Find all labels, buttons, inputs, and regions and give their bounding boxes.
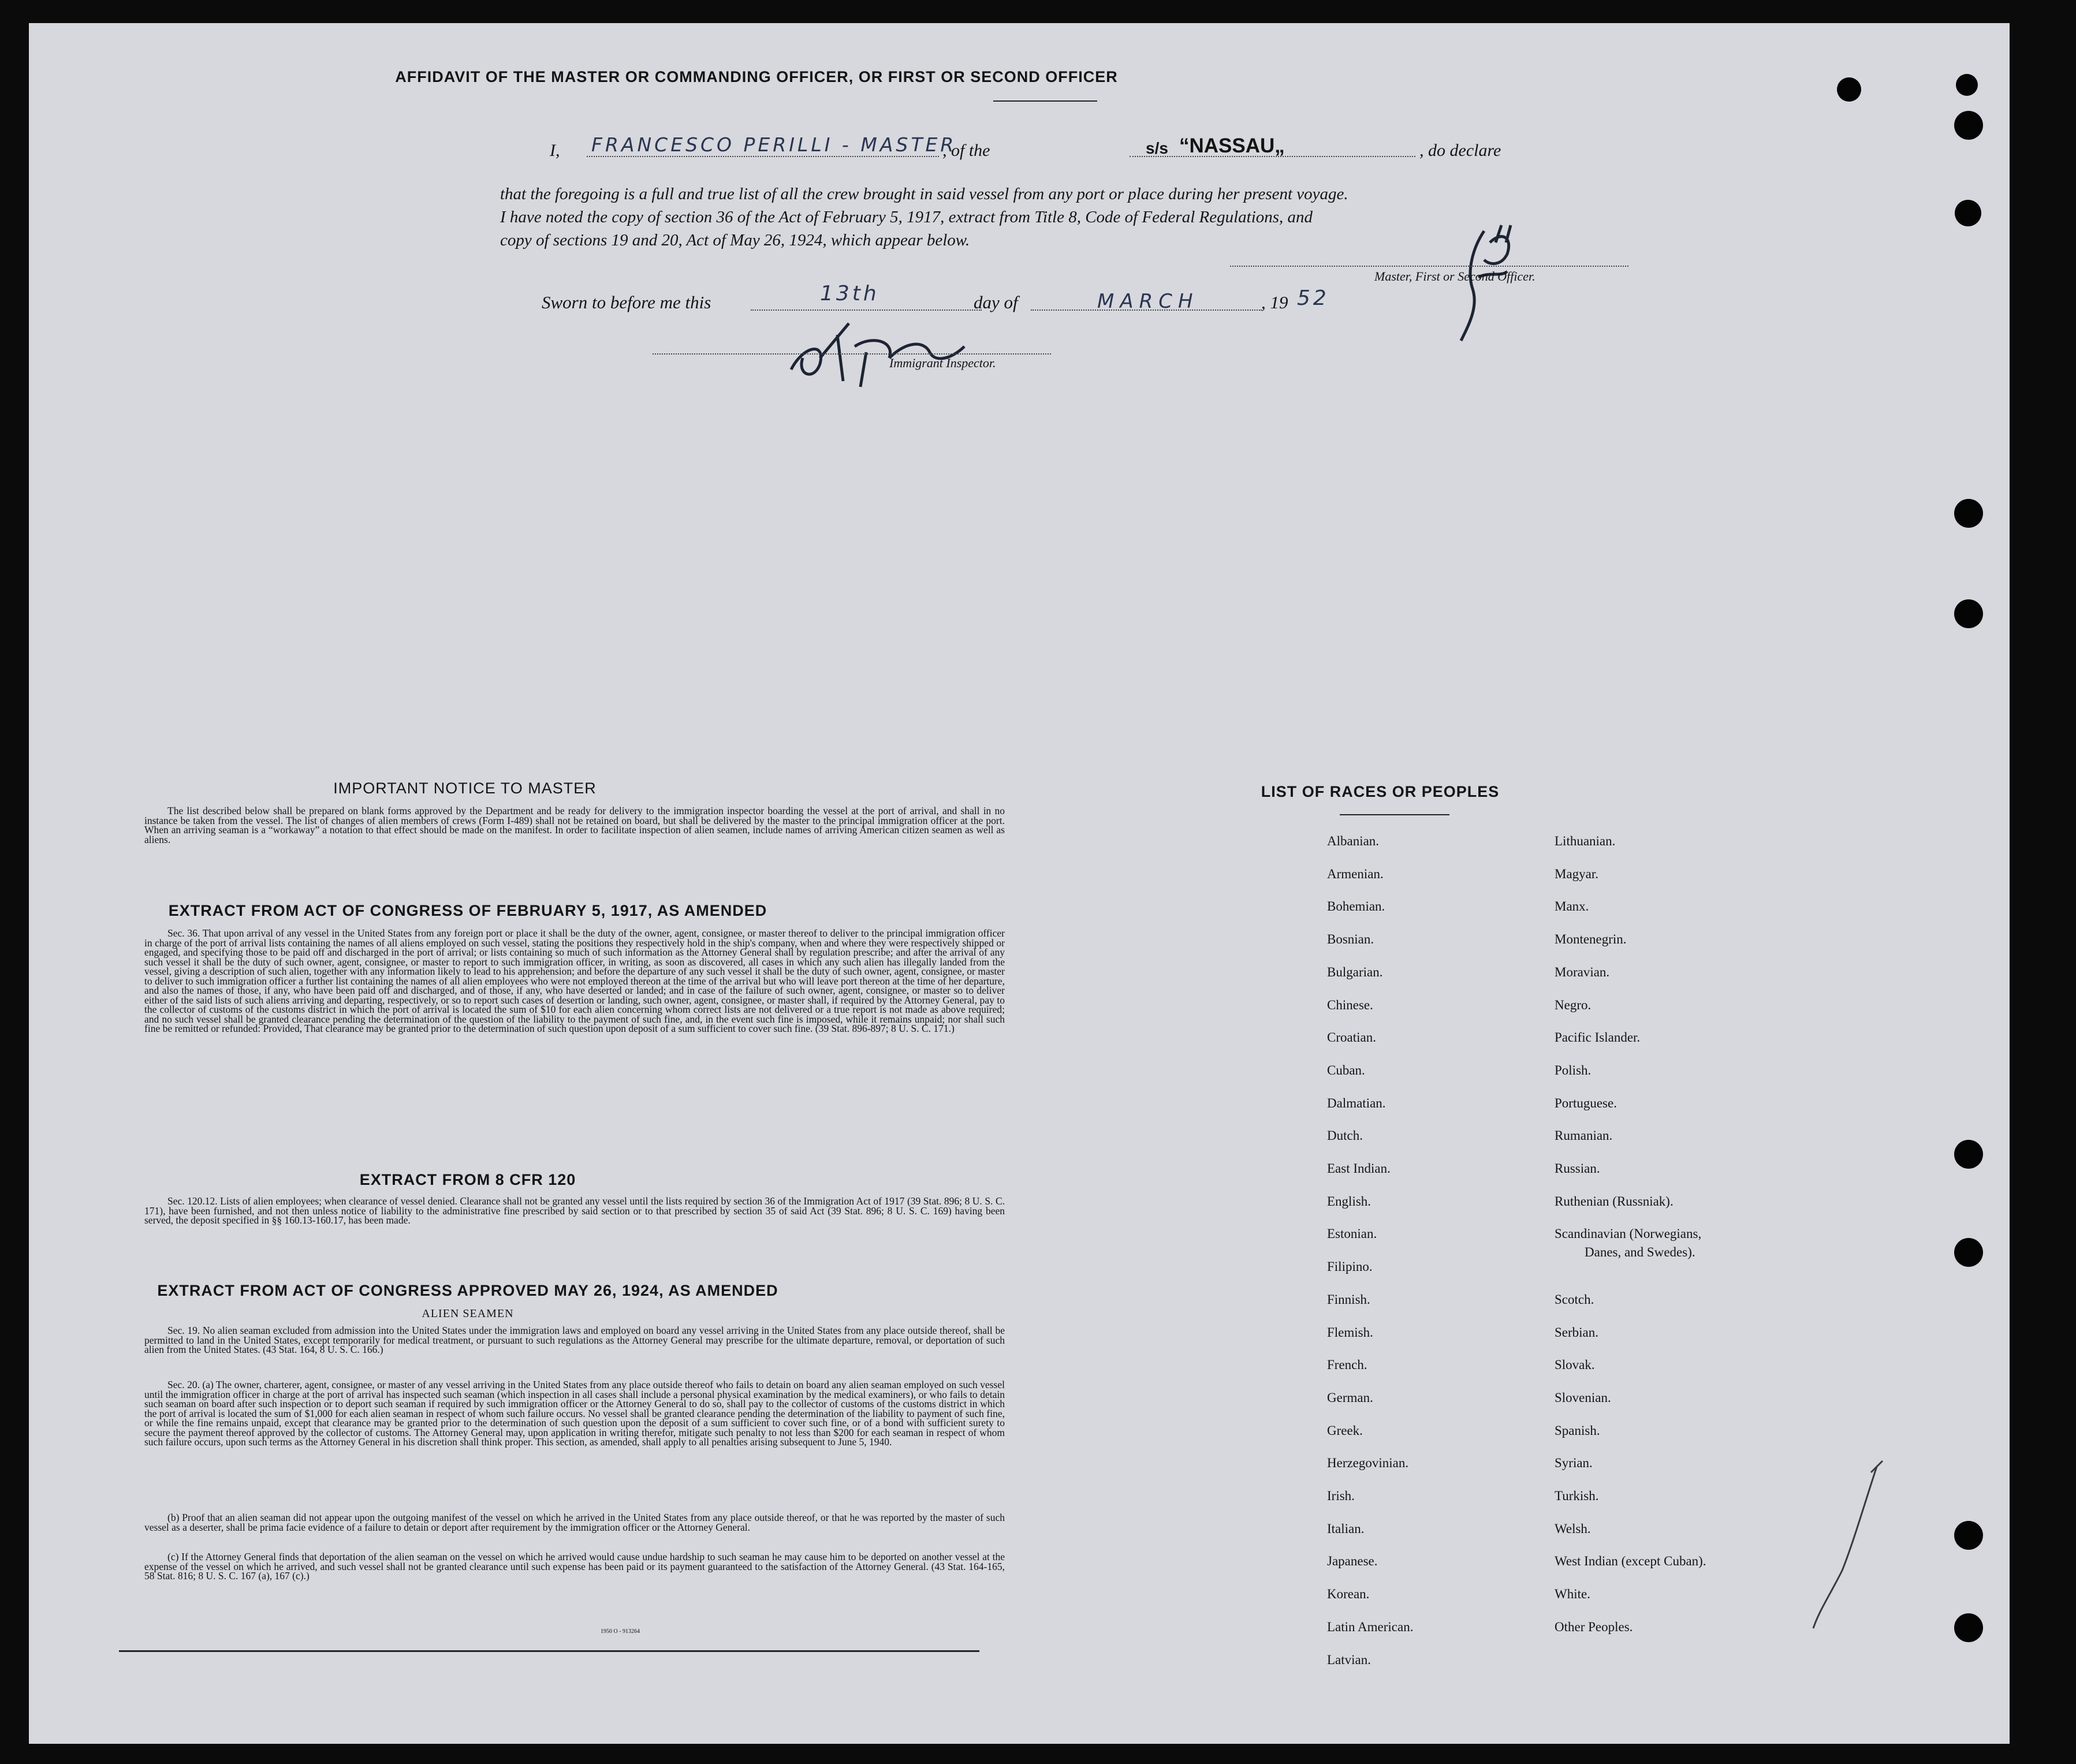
race-item: Latvian. <box>1327 1652 1371 1667</box>
race-item: East Indian. <box>1327 1161 1391 1176</box>
race-item: Scotch. <box>1555 1292 1594 1307</box>
notice-title: IMPORTANT NOTICE TO MASTER <box>333 780 597 797</box>
master-signature-line <box>1230 266 1628 267</box>
bottom-rule <box>119 1650 979 1652</box>
race-item: Latin American. <box>1327 1619 1414 1634</box>
binder-hole <box>1954 1238 1983 1267</box>
race-item: German. <box>1327 1390 1373 1405</box>
race-item: Turkish. <box>1555 1489 1599 1503</box>
race-item: Slovenian. <box>1555 1390 1611 1405</box>
extract-1924-sec19: Sec. 19. No alien seaman excluded from admission into the United States under the immigration laws and employed on board any vessel arriving in the United States from any place outside thereof, shall be permitted to land in the United States, except temporarily for medical treatment, or pursuant to such regulations as the Attorney General may prescribe for the ultimate departure, removal, or deportation of such alien from the United States. (43 Stat. 164, 8 U. S. C. 166.) <box>144 1325 1005 1355</box>
declaration-line-1 <box>500 133 1626 158</box>
year-handwritten: 52 <box>1297 286 1329 310</box>
race-item: Scandinavian (Norwegians, <box>1555 1226 1702 1241</box>
binder-hole <box>1954 499 1983 528</box>
race-item: Montenegrin. <box>1555 932 1627 947</box>
day-of-label: day of <box>974 292 1018 312</box>
race-item: Armenian. <box>1327 866 1384 881</box>
race-item: Portuguese. <box>1555 1095 1617 1110</box>
races-title-underline <box>1340 814 1449 815</box>
binder-hole <box>1954 1521 1983 1550</box>
binder-hole <box>1954 1613 1983 1642</box>
master-caption: Master, First or Second Officer. <box>1374 269 1535 284</box>
race-item: Rumanian. <box>1555 1128 1613 1143</box>
print-code: 1950 O - 913264 <box>601 1628 640 1635</box>
race-item: Flemish. <box>1327 1325 1373 1340</box>
race-item: Herzegovinian. <box>1327 1456 1409 1471</box>
inspector-caption: Immigrant Inspector. <box>889 356 996 370</box>
extract-1924-sec20b: (b) Proof that an alien seaman did not appear upon the outgoing manifest of the vessel on which he arrived in the United States from any place outside thereof, or that he was reported by the master of such vessel as a deserter, shall be prima facie evidence of a failure to detain or deport after requirement by the immigration officer or the Attorney General. <box>144 1512 1005 1533</box>
master-name-line <box>587 156 939 157</box>
race-item: Bosnian. <box>1327 932 1374 947</box>
line1-prefix: I, <box>550 141 560 160</box>
race-item: Serbian. <box>1555 1325 1599 1340</box>
race-item: Japanese. <box>1327 1554 1378 1569</box>
extract-1924-sec20c: (c) If the Attorney General finds that deportation of the alien seaman on the vessel on which he arrived would cause undue hardship to such seaman he may cause him to be deported on another vessel at the expense of the vessel on which he arrived, and such vessel shall not be granted clearance until such expense has been paid or its payment guaranteed to the satisfaction of the Attorney General. (43 Stat. 164-165, 58 Stat. 816; 8 U. S. C. 167 (a), 167 (c).) <box>144 1551 1005 1582</box>
race-item: West Indian (except Cuban). <box>1555 1554 1706 1569</box>
race-item: Other Peoples. <box>1555 1619 1633 1634</box>
vessel-prefix: s/s <box>1146 139 1168 157</box>
races-title: LIST OF RACES OR PEOPLES <box>1261 783 1500 800</box>
race-item: Negro. <box>1555 997 1592 1012</box>
race-item: Russian. <box>1555 1161 1600 1176</box>
race-item: Bulgarian. <box>1327 964 1383 979</box>
sworn-day-line <box>751 309 982 311</box>
extract-1917-title: EXTRACT FROM ACT OF CONGRESS OF FEBRUARY 5, 1917, AS AMENDED <box>168 902 767 919</box>
line1-suffix: , do declare <box>1419 141 1501 160</box>
year-prefix: , 19 <box>1261 292 1288 312</box>
race-item: English. <box>1327 1194 1371 1209</box>
race-item: Dalmatian. <box>1327 1095 1386 1110</box>
race-item: Chinese. <box>1327 997 1373 1012</box>
sworn-prefix: Sworn to before me this <box>542 292 711 312</box>
sworn-month-handwritten: MARCH <box>1097 290 1199 313</box>
extract-cfr-body: Sec. 120.12. Lists of alien employees; when clearance of vessel denied. Clearance shall not be granted any vessel until the lists required by section 36 of the Immigration Act of 1917 (39 Stat. 896; 8 U. S. C. 171), have been furnished, and not then unless notice of liability to the administrative fine prescribed by said section or to that prescribed by section 35 of said Act (39 Stat. 896; 8 U. S. C. 169) having been served, the deposit specified in §§ 160.13-160.17, has been made. <box>144 1195 1005 1226</box>
inspector-signature-line <box>653 353 1051 355</box>
race-item: Cuban. <box>1327 1062 1365 1077</box>
race-item: Croatian. <box>1327 1030 1376 1045</box>
race-item: French. <box>1327 1358 1367 1373</box>
extract-1924-subtitle: ALIEN SEAMEN <box>422 1307 514 1320</box>
extract-cfr-title: EXTRACT FROM 8 CFR 120 <box>359 1171 576 1188</box>
binder-hole <box>1954 599 1983 628</box>
binder-hole <box>1955 200 1981 226</box>
pencil-mark <box>1807 1455 1888 1640</box>
binder-hole <box>1956 74 1978 96</box>
binder-hole <box>1954 1140 1983 1169</box>
sworn-day-handwritten: 13th <box>820 282 879 305</box>
extract-1917-body: Sec. 36. That upon arrival of any vessel in the United States from any foreign port or place it shall be the duty of the owner, agent, consignee, or master thereof to deliver to the principal immigration officer in charge of the port of arrival lists containing the names of all aliens employed on such vessel, stating the positions they respectively hold in the ship's company, when and where they were respectively shipped or engaged, and specifying those to be paid off and discharged in the port of arrival; or lists containing so much of such information as the Attorney General shall by regulation prescribe; and after the arrival of any such vessel it shall be the duty of such owner, agent, consignee, or master to report to such immigration officer, in writing, as soon as discovered, all cases in which any such alien has illegally landed from the vessel, giving a description of such alien, together with any information likely to lead to his apprehension; and before the departure of any such vessel it shall be the duty of such owner, agent, consignee, or master to deliver to such immigration officer a further list containing the names of all alien employees who were not employed thereon at the time of the arrival but who will leave port thereon at the time of her departure, and also the names of those, if any, who have been paid off and discharged, and of those, if any, who have deserted or landed; and in case of the failure of such owner, agent, consignee, or master so to deliver either of the said lists of such aliens arriving and departing, respectively, or so to report such cases of desertion or landing, such owner, agent, consignee, or master shall, if required by the Attorney General, pay to the collector of customs of the customs district in which the port of arrival is located the sum of $10 for each alien concerning whom correct lists are not delivered or a true report is not made as above required; and no such vessel shall be granted clearance pending the determination of the question of the liability to the payment of such fine, and, in the event such fine is imposed, while it remains unpaid; nor shall such fine be remitted or refunded: Provided, That clearance may be granted prior to the determination of such question upon deposit of a sum sufficient to cover such fine. (39 Stat. 896-897; 8 U. S. C. 171.) <box>144 927 1005 1034</box>
race-item: Greek. <box>1327 1423 1363 1438</box>
race-item: Pacific Islander. <box>1555 1030 1641 1045</box>
declaration-line-3: I have noted the copy of section 36 of the Act of February 5, 1917, extract from Title 8, Code of Federal Regulations, and <box>500 208 1313 226</box>
race-item: Dutch. <box>1327 1128 1363 1143</box>
binder-hole <box>1837 77 1861 102</box>
inspector-signature <box>780 312 999 393</box>
race-item: White. <box>1555 1587 1590 1602</box>
race-item: Bohemian. <box>1327 899 1385 914</box>
master-name-handwritten: FRANCESCO PERILLI - MASTER <box>591 133 957 156</box>
extract-1924-title: EXTRACT FROM ACT OF CONGRESS APPROVED MAY 26, 1924, AS AMENDED <box>157 1282 778 1299</box>
sworn-month-line <box>1031 309 1262 311</box>
line1-of-the: , of the <box>942 141 990 160</box>
binder-hole <box>1954 111 1983 140</box>
race-item: Welsh. <box>1555 1521 1591 1536</box>
race-item: Manx. <box>1555 899 1589 914</box>
race-item: Lithuanian. <box>1555 834 1616 848</box>
race-item: Albanian. <box>1327 834 1380 848</box>
race-item: Magyar. <box>1555 866 1599 881</box>
notice-body: The list described below shall be prepared on blank forms approved by the Department and be ready for delivery to the immigration inspector boarding the vessel at the port of arrival, and shall in no instance be taken from the vessel. The list of changes of alien members of crews (Form I-489) shall not be retained on board, but shall be delivered by the master to the principal immigration officer at the port. When an arriving seaman is a “workaway” a notation to that effect should be made on the manifest. In order to facilitate inspection of alien seamen, include names of arriving American citizen seamen as well as aliens. <box>144 805 1005 845</box>
race-item: Danes, and Swedes). <box>1585 1245 1695 1260</box>
race-item: Korean. <box>1327 1587 1370 1602</box>
title-underline <box>993 100 1097 102</box>
race-item: Italian. <box>1327 1521 1365 1536</box>
declaration-line-4: copy of sections 19 and 20, Act of May 26, 1924, which appear below. <box>500 231 970 249</box>
extract-1924-sec20a: Sec. 20. (a) The owner, charterer, agent, consignee, or master of any vessel arriving in the United States from any place outside thereof who fails to detain on board any alien seaman employed on such vessel until the immigration officer in charge at the port of arrival has inspected such seaman (which inspection in all cases shall include a personal physical examination by the medical examiners), or who fails to detain such seaman on board after such inspection or to deport such seaman if required by such immigration officer or the Attorney General to do so, shall pay to the collector of customs of the customs district in which the port of arrival is located the sum of $1,000 for each alien seaman in respect of whom such failure occurs. No vessel shall be granted clearance pending the determination of the liability to payment of such fine, or while the fine remains unpaid, except that clearance may be granted prior to the determination of such question upon the deposit of a sum sufficient to cover such fine, or of a bond with sufficient surety to secure the payment thereof approved by the collector of customs. The Attorney General may, upon application in writing therefor, mitigate such penalty to not less than $200 for each seaman in respect of whom such failure occurs, upon such terms as the Attorney General in his discretion shall think proper. This section, as amended, shall apply to all penalties arising subsequent to June 5, 1940. <box>144 1379 1005 1448</box>
race-item: Irish. <box>1327 1489 1355 1503</box>
declaration-line-2: that the foregoing is a full and true list of all the crew brought in said vessel from any port or place during her present voyage. <box>500 185 1348 203</box>
affidavit-title: AFFIDAVIT OF THE MASTER OR COMMANDING OFFICER, OR FIRST OR SECOND OFFICER <box>395 68 1118 85</box>
document-sheet <box>29 23 2010 1744</box>
race-item: Filipino. <box>1327 1259 1373 1274</box>
race-item: Spanish. <box>1555 1423 1600 1438</box>
vessel-name-line <box>1130 156 1415 157</box>
race-item: Estonian. <box>1327 1226 1377 1241</box>
race-item: Ruthenian (Russniak). <box>1555 1194 1674 1209</box>
race-item: Moravian. <box>1555 964 1610 979</box>
race-item: Slovak. <box>1555 1358 1595 1373</box>
race-item: Finnish. <box>1327 1292 1370 1307</box>
race-item: Polish. <box>1555 1062 1592 1077</box>
race-item: Syrian. <box>1555 1456 1593 1471</box>
vessel-name: “NASSAU„ <box>1179 135 1285 157</box>
